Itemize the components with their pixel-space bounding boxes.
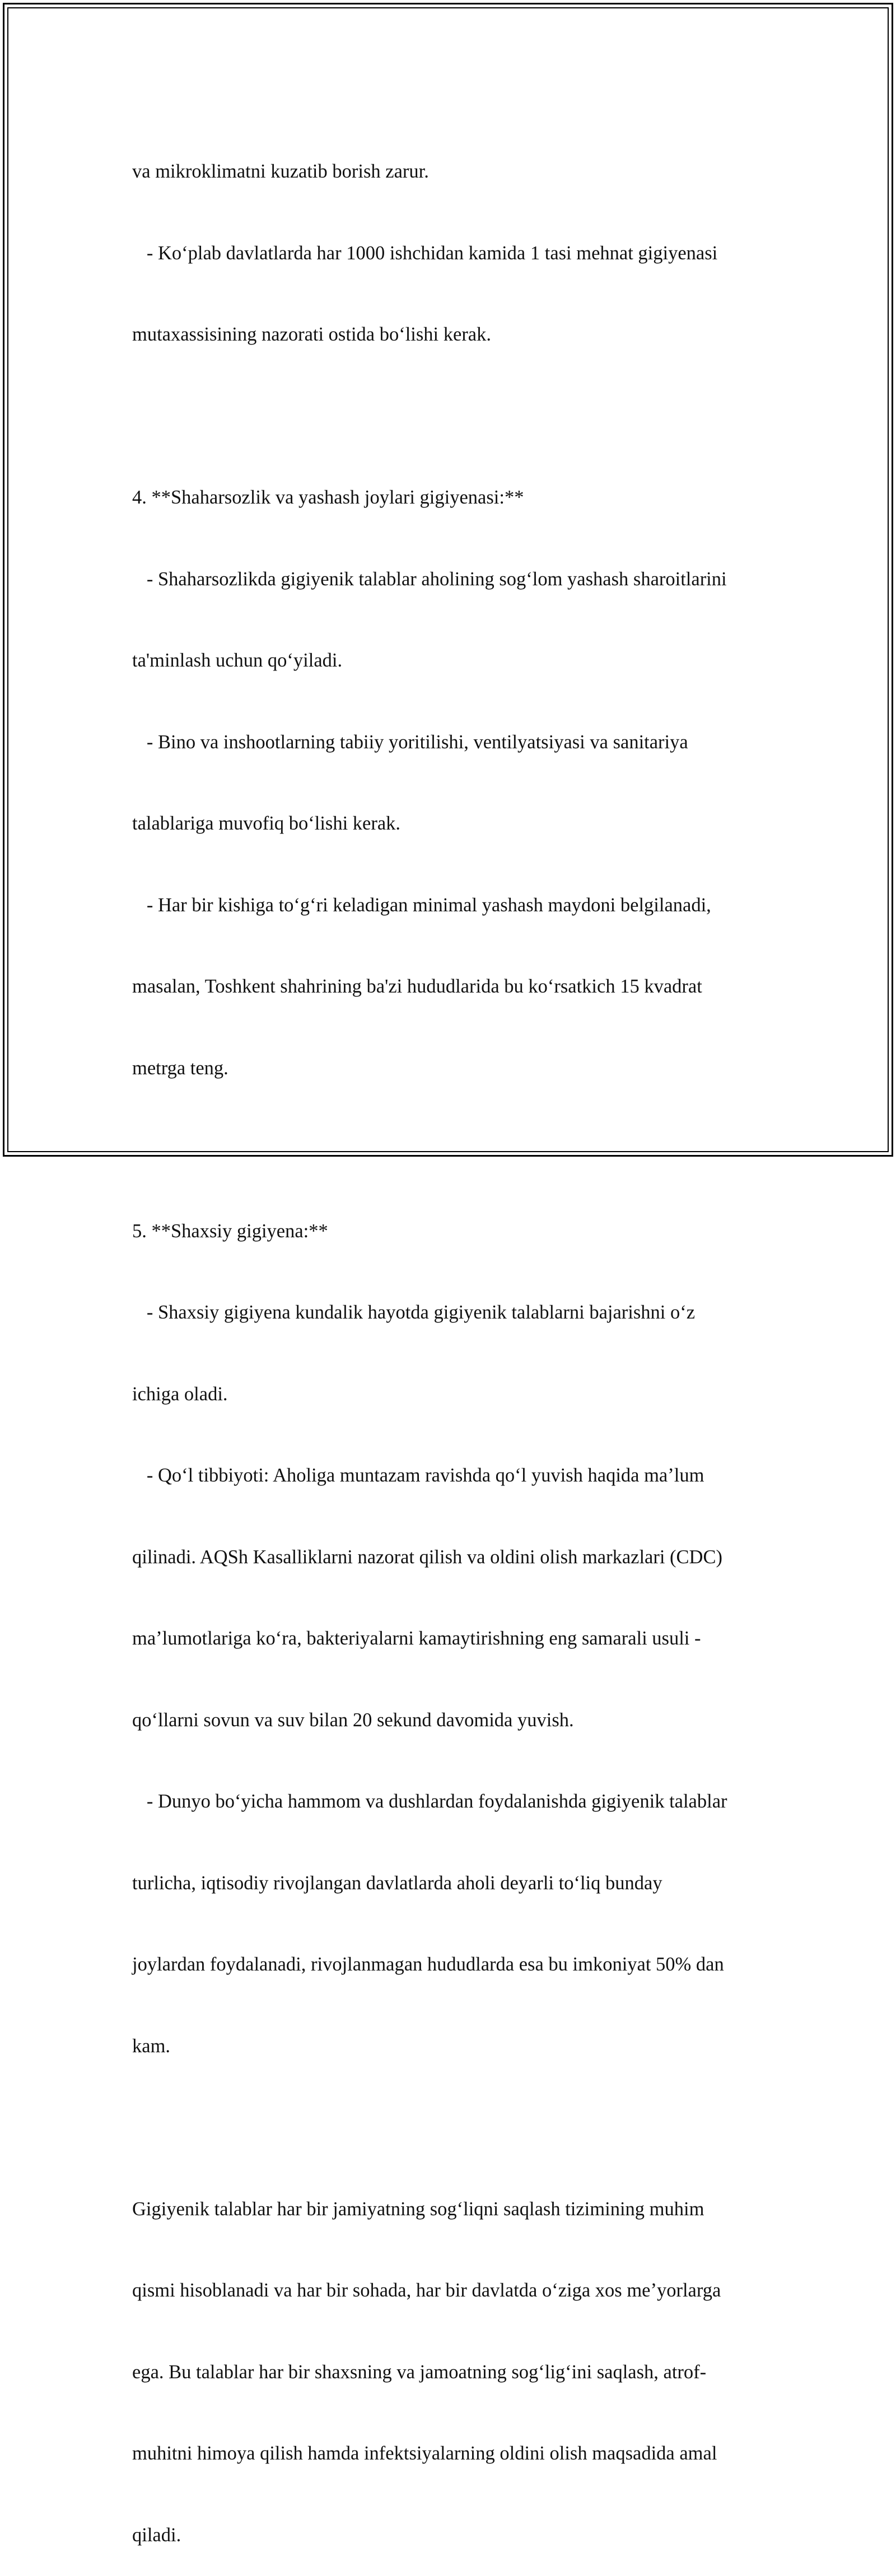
text-line: masalan, Toshkent shahrining ba'zi hududlarida bu koʻrsatkich 15 kvadrat	[132, 976, 702, 997]
text-line: maʼlumotlariga koʻra, bakteriyalarni kamaytirishning eng samarali usuli -	[132, 1628, 701, 1649]
blank-line	[132, 2114, 776, 2141]
text-line: qilinadi. AQSh Kasalliklarni nazorat qilish va oldini olish markazlari (CDC)	[132, 1546, 722, 1568]
text-line: - Koʻplab davlatlarda har 1000 ishchidan kamida 1 tasi mehnat gigiyenasi	[132, 242, 718, 264]
text-line: qoʻllarni sovun va suv bilan 20 sekund davomida yuvish.	[132, 1709, 574, 1731]
text-line: metrga teng.	[132, 1057, 228, 1079]
text-line: qismi hisoblanadi va har bir sohada, har bir davlatda oʻziga xos meʼyorlarga	[132, 2280, 721, 2301]
text-line: - Har bir kishiga toʻgʻri keladigan minimal yashash maydoni belgilanadi,	[132, 894, 711, 916]
text-line: - Shaxsiy gigiyena kundalik hayotda gigiyenik talablarni bajarishni oʻz	[132, 1302, 696, 1323]
text-line: ichiga oladi.	[132, 1383, 228, 1405]
text-line: Gigiyenik talablar har bir jamiyatning sogʻliqni saqlash tizimining muhim	[132, 2198, 704, 2220]
section-heading: 5. **Shaxsiy gigiyena:**	[132, 1220, 328, 1242]
blank-line	[132, 403, 776, 430]
text-line: - Qoʻl tibbiyoti: Aholiga muntazam ravishda qoʻl yuvish haqida maʼlum	[132, 1465, 704, 1486]
section-heading: 4. **Shaharsozlik va yashash joylari gigiyenasi:**	[132, 487, 524, 508]
text-line: ta'minlash uchun qoʻyiladi.	[132, 650, 343, 671]
text-line: - Dunyo boʻyicha hammom va dushlardan foydalanishda gigiyenik talablar	[132, 1791, 727, 1812]
text-line: va mikroklimatni kuzatib borish zarur.	[132, 161, 429, 182]
text-line: - Bino va inshootlarning tabiiy yoritilishi, ventilyatsiyasi va sanitariya	[132, 731, 688, 753]
document-body	[132, 104, 776, 2576]
text-line: joylardan foydalanadi, rivojlanmagan hududlarda esa bu imkoniyat 50% dan	[132, 1954, 724, 1975]
text-line: qiladi.	[132, 2524, 181, 2546]
text-line: ega. Bu talablar har bir shaxsning va jamoatning sogʻligʻini saqlash, atrof-	[132, 2361, 707, 2383]
text-line: muhitni himoya qilish hamda infektsiyalarning oldini olish maqsadida amal	[132, 2443, 717, 2464]
text-line: kam.	[132, 2035, 171, 2057]
text-line: talablariga muvofiq boʻlishi kerak.	[132, 813, 401, 834]
text-line: - Shaharsozlikda gigiyenik talablar aholining sogʻlom yashash sharoitlarini	[132, 568, 727, 590]
blank-line	[132, 1136, 776, 1163]
text-line: turlicha, iqtisodiy rivojlangan davlatlarda aholi deyarli toʻliq bunday	[132, 1872, 662, 1894]
text-line: mutaxassisining nazorati ostida boʻlishi kerak.	[132, 324, 491, 345]
